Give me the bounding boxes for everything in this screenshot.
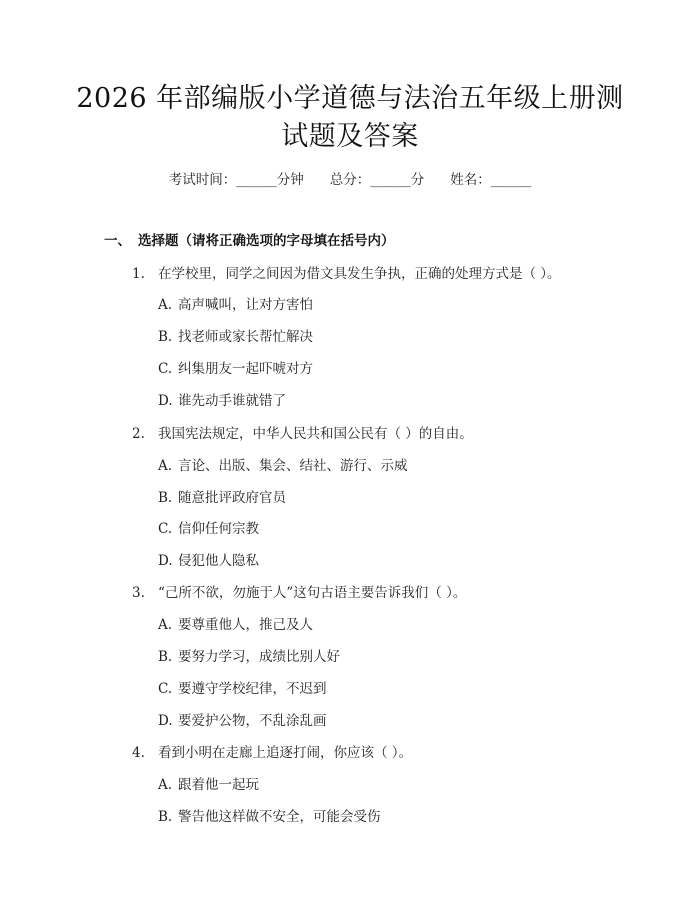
option-text: 要爱护公物，不乱涂乱画: [178, 713, 327, 729]
option-text: 纠集朋友一起吓唬对方: [178, 361, 313, 377]
question-2: [132, 422, 473, 442]
question-4: [132, 741, 412, 761]
question-1-option-b: [158, 325, 313, 345]
question-2-option-d: [158, 549, 259, 569]
option-text: 要尊重他人，推己及人: [178, 617, 313, 633]
question-3-option-b: [158, 645, 340, 665]
exam-meta-line: [0, 168, 700, 188]
option-letter: D.: [158, 393, 173, 409]
question-number: 1.: [132, 266, 145, 282]
option-text: 要努力学习，成绩比别人好: [178, 649, 340, 665]
option-letter: D.: [158, 713, 173, 729]
option-letter: B.: [158, 329, 173, 345]
option-text: 高声喊叫，让对方害怕: [178, 297, 313, 313]
question-1-option-c: [158, 357, 313, 377]
question-text: 看到小明在走廊上追逐打闹，你应该（ ）。: [158, 745, 413, 761]
exam-time-label: 考试时间：______分钟: [168, 172, 304, 188]
option-letter: B.: [158, 649, 173, 665]
option-text: 随意批评政府官员: [178, 490, 286, 506]
option-text: 要遵守学校纪律，不迟到: [178, 681, 327, 697]
question-4-option-b: [158, 805, 381, 825]
option-letter: A.: [158, 458, 173, 474]
question-1-option-d: [158, 389, 286, 409]
question-number: 3.: [132, 585, 145, 601]
question-number: 2.: [132, 426, 145, 442]
option-letter: A.: [158, 297, 173, 313]
question-1: [132, 262, 561, 282]
document-title-line1: 2026 年部编版小学道德与法治五年级上册测: [76, 83, 624, 114]
option-text: 跟着他一起玩: [178, 777, 259, 793]
option-letter: D.: [158, 553, 173, 569]
option-letter: B.: [158, 490, 173, 506]
total-score-label: 总分：______分: [329, 172, 425, 188]
section-number: 一、: [104, 233, 131, 249]
option-letter: B.: [158, 809, 173, 825]
question-4-option-a: [158, 773, 259, 793]
option-letter: C.: [158, 681, 173, 697]
option-text: 信仰任何宗教: [178, 521, 259, 537]
section-heading: [104, 229, 395, 249]
question-3-option-c: [158, 677, 327, 697]
document-title-line2: 试题及答案: [281, 121, 419, 152]
section-title: 选择题（请将正确选项的字母填在括号内）: [138, 233, 395, 249]
question-2-option-c: [158, 517, 259, 537]
question-3: [132, 581, 466, 601]
option-letter: C.: [158, 361, 173, 377]
option-text: 警告他这样做不安全，可能会受伤: [178, 809, 381, 825]
question-text: 在学校里，同学之间因为借文具发生争执，正确的处理方式是（ ）。: [158, 266, 561, 282]
question-2-option-b: [158, 486, 286, 506]
option-text: 找老师或家长帮忙解决: [178, 329, 313, 345]
question-text: 我国宪法规定，中华人民共和国公民有（ ）的自由。: [158, 426, 473, 442]
question-3-option-a: [158, 613, 313, 633]
option-text: 谁先动手谁就错了: [178, 393, 286, 409]
option-text: 侵犯他人隐私: [178, 553, 259, 569]
option-letter: A.: [158, 777, 173, 793]
student-name-label: 姓名：______: [450, 172, 532, 188]
question-text: “己所不欲，勿施于人”这句古语主要告诉我们（ ）。: [158, 585, 467, 601]
question-3-option-d: [158, 709, 327, 729]
option-letter: A.: [158, 617, 173, 633]
option-text: 言论、出版、集会、结社、游行、示威: [178, 458, 408, 474]
question-1-option-a: [158, 293, 313, 313]
question-2-option-a: [158, 454, 408, 474]
question-number: 4.: [132, 745, 145, 761]
option-letter: C.: [158, 521, 173, 537]
